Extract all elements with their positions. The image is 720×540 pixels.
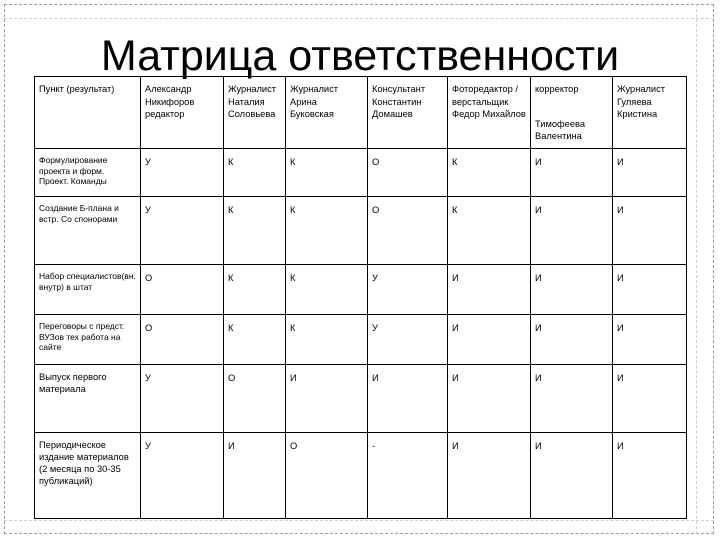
value-cell: К <box>448 149 531 197</box>
value-cell: К <box>286 197 368 265</box>
value-cell: О <box>286 433 368 519</box>
header-cell: Журналист Арина Буковская <box>286 77 368 149</box>
header-cell-role: корректор <box>535 84 579 94</box>
value-cell: К <box>224 149 286 197</box>
value-cell: У <box>368 315 448 365</box>
header-cell: Журналист Гуляева Кристина <box>613 77 687 149</box>
value-cell: У <box>141 197 224 265</box>
value-cell: К <box>224 197 286 265</box>
table-row <box>35 149 687 197</box>
header-cell-person: Тимофеева Валентина <box>535 118 586 141</box>
table-row <box>35 197 687 265</box>
task-cell: Периодическое издание материалов (2 месяца по 30-35 публикаций) <box>35 433 141 519</box>
value-cell: И <box>448 365 531 433</box>
header-cell: Журналист Наталия Соловьева <box>224 77 286 149</box>
value-cell: У <box>141 365 224 433</box>
table-row <box>35 265 687 315</box>
value-cell: О <box>368 197 448 265</box>
table-header-row <box>35 77 687 149</box>
value-cell: И <box>368 365 448 433</box>
header-cell: Фоторедактор /верстальщик Федор Михайлов <box>448 77 531 149</box>
header-cell: Пункт (результат) <box>35 77 141 149</box>
value-cell: И <box>531 149 613 197</box>
table-row <box>35 433 687 519</box>
value-cell: И <box>531 197 613 265</box>
value-cell: И <box>531 433 613 519</box>
value-cell: И <box>448 265 531 315</box>
value-cell: И <box>224 433 286 519</box>
header-cell <box>531 77 613 149</box>
value-cell: О <box>141 315 224 365</box>
value-cell: И <box>448 315 531 365</box>
value-cell: К <box>224 265 286 315</box>
header-cell: Александр Никифоров редактор <box>141 77 224 149</box>
value-cell: К <box>286 149 368 197</box>
value-cell: - <box>368 433 448 519</box>
value-cell: У <box>141 433 224 519</box>
task-cell: Формулирование проекта и форм. Проект. Команды <box>35 149 141 197</box>
value-cell: У <box>368 265 448 315</box>
value-cell: И <box>531 315 613 365</box>
guide-line <box>4 18 714 19</box>
value-cell: О <box>224 365 286 433</box>
slide-title: Матрица ответственности <box>100 32 620 80</box>
responsibility-matrix-table <box>34 76 687 519</box>
table-row <box>35 365 687 433</box>
header-cell: Консультант Константин Домашев <box>368 77 448 149</box>
value-cell: И <box>531 265 613 315</box>
task-cell: Набор специалистов(вн. внутр) в штат <box>35 265 141 315</box>
value-cell: И <box>613 315 687 365</box>
value-cell: О <box>368 149 448 197</box>
value-cell: И <box>613 149 687 197</box>
value-cell: И <box>531 365 613 433</box>
value-cell: У <box>141 149 224 197</box>
task-cell: Выпуск первого материала <box>35 365 141 433</box>
value-cell: К <box>448 197 531 265</box>
task-cell: Переговоры с предст. ВУЗов тех работа на сайте <box>35 315 141 365</box>
value-cell: И <box>286 365 368 433</box>
value-cell: И <box>613 433 687 519</box>
value-cell: К <box>286 265 368 315</box>
value-cell: К <box>286 315 368 365</box>
value-cell: И <box>448 433 531 519</box>
value-cell: И <box>613 265 687 315</box>
value-cell: И <box>613 365 687 433</box>
task-cell: Создание Б-плана и встр. Со спонорами <box>35 197 141 265</box>
guide-line <box>4 520 714 521</box>
table-row <box>35 315 687 365</box>
value-cell: О <box>141 265 224 315</box>
value-cell: И <box>613 197 687 265</box>
value-cell: К <box>224 315 286 365</box>
